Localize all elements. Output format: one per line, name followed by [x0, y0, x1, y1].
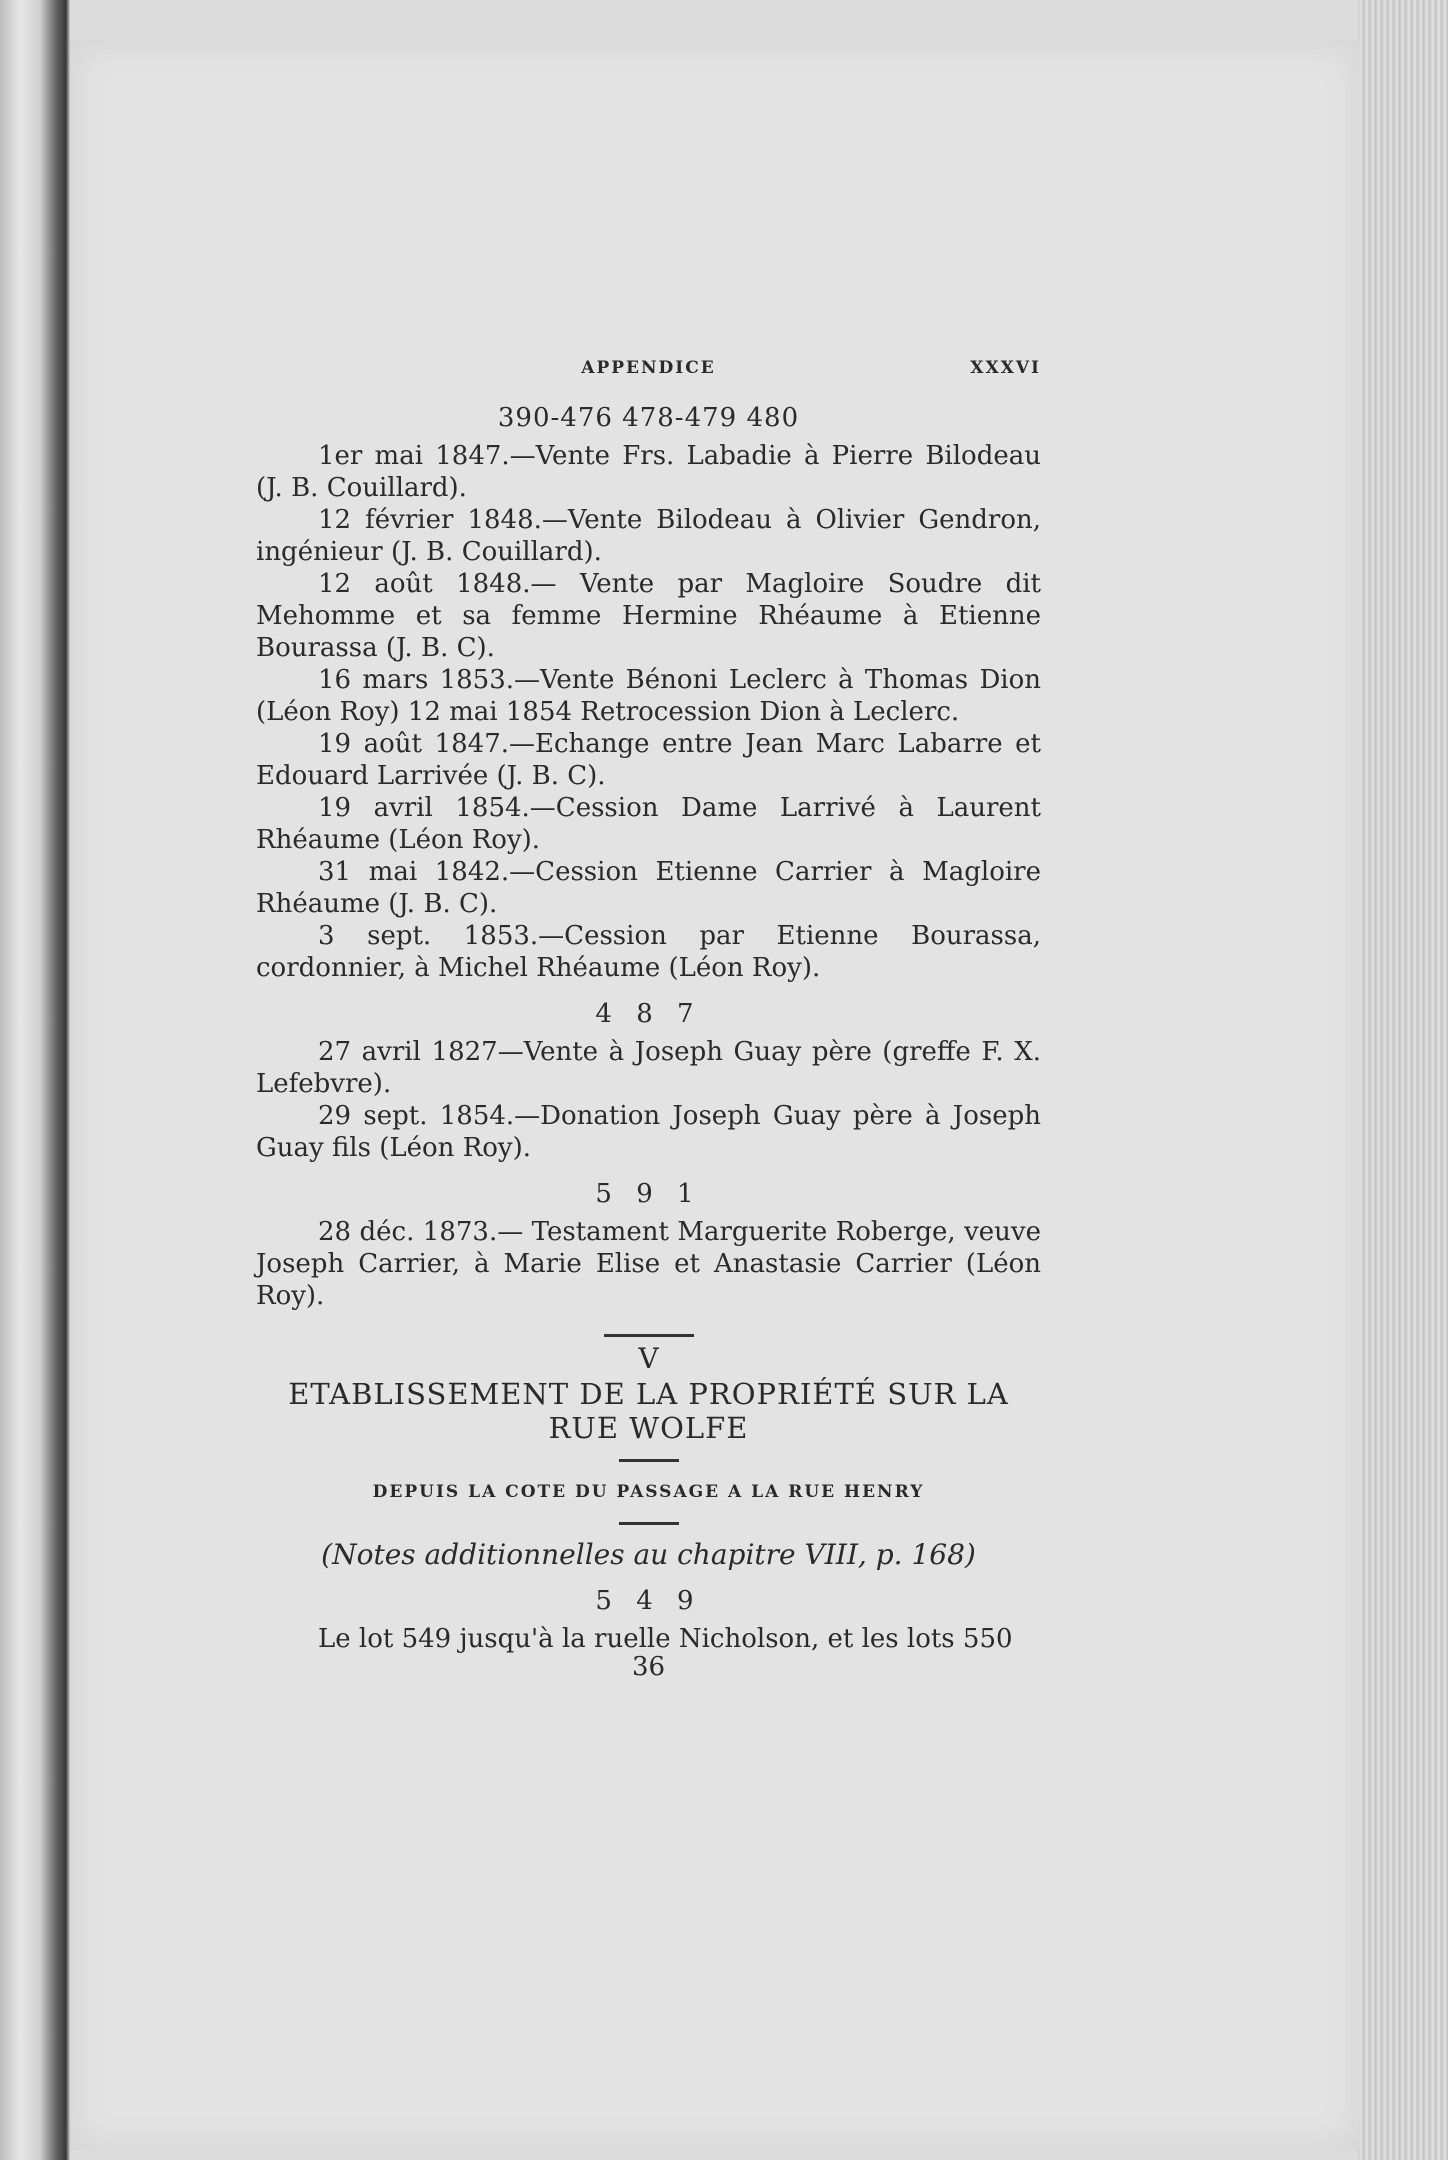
lot-number: 5 9 1	[595, 1179, 702, 1209]
section-numeral: V	[638, 1342, 659, 1375]
section-title: ETABLISSEMENT DE LA PROPRIÉTÉ SUR LA RUE WOLFE	[288, 1377, 1009, 1445]
deed-entry: 16 mars 1853.—Vente Bénoni Leclerc à Thomas Dion (Léon Roy) 12 mai 1854 Retrocession Dion à Leclerc.	[256, 665, 1041, 727]
running-head-title: APPENDICE	[581, 358, 716, 378]
lot-number: 5 4 9	[595, 1586, 702, 1616]
previous-page-edge	[0, 0, 70, 2160]
lot-number: 390-476 478-479 480	[497, 403, 800, 433]
deed-entry: 12 août 1848.— Vente par Magloire Soudre dit Mehomme et sa femme Hermine Rhéaume à Etienne Bourassa (J. B. C).	[256, 569, 1041, 663]
page-number: 36	[631, 1652, 666, 1682]
running-head	[256, 352, 1041, 388]
lot-section	[256, 402, 1041, 984]
title-rule	[619, 1459, 679, 1462]
deed-entry: 31 mai 1842.—Cession Etienne Carrier à Magloire Rhéaume (J. B. C).	[256, 857, 1041, 919]
deed-entry: 3 sept. 1853.—Cession par Etienne Bourassa, cordonnier, à Michel Rhéaume (Léon Roy).	[256, 921, 1041, 983]
deed-entry: 27 avril 1827—Vente à Joseph Guay père (greffe F. X. Lefebvre).	[256, 1037, 1041, 1099]
deed-entry: 19 août 1847.—Echange entre Jean Marc Labarre et Edouard Larrivée (J. B. C).	[256, 729, 1041, 791]
deed-entry: 12 février 1848.—Vente Bilodeau à Olivier Gendron, ingénieur (J. B. Couillard).	[256, 505, 1041, 567]
section-rule	[604, 1334, 694, 1337]
lot-number: 4 8 7	[595, 999, 702, 1029]
additional-notes-reference: (Notes additionnelles au chapitre VIII, p. 168)	[321, 1538, 976, 1571]
deed-entry: 1er mai 1847.—Vente Frs. Labadie à Pierre Bilodeau (J. B. Couillard).	[256, 441, 1041, 503]
lot-section	[256, 998, 1041, 1164]
deed-entry: 19 avril 1854.—Cession Dame Larrivé à Laurent Rhéaume (Léon Roy).	[256, 793, 1041, 855]
running-head-page-roman: XXXVI	[970, 358, 1041, 378]
deed-entry: 29 sept. 1854.—Donation Joseph Guay père à Joseph Guay fils (Léon Roy).	[256, 1101, 1041, 1163]
deed-entry: 28 déc. 1873.— Testament Marguerite Roberge, veuve Joseph Carrier, à Marie Elise et Anastasie Carrier (Léon Roy).	[256, 1217, 1041, 1311]
body-text-line: Le lot 549 jusqu'à la ruelle Nicholson, et les lots 550	[318, 1624, 1013, 1654]
lot-section	[256, 1178, 1041, 1312]
page-stack-edge	[1358, 0, 1448, 2160]
section-subtitle: DEPUIS LA COTE DU PASSAGE A LA RUE HENRY	[372, 1482, 925, 1502]
subtitle-rule	[619, 1522, 679, 1525]
page-text	[256, 352, 1041, 1683]
